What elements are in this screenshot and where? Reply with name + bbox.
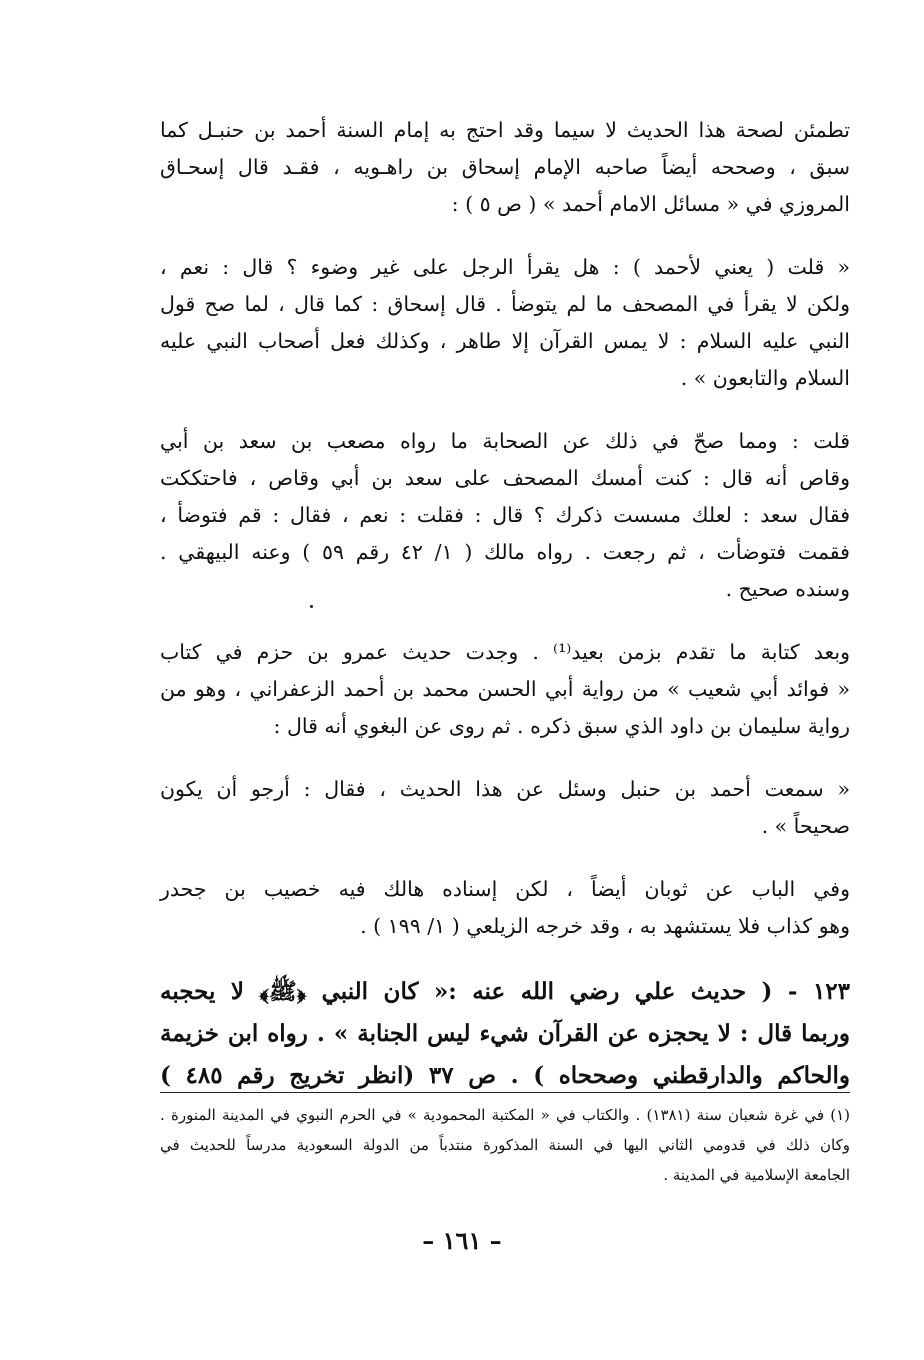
text-line: المروزي في « مسائل الامام أحمد » ( ص ٥ ) :: [451, 192, 850, 216]
text-line: قلت : ومما صحّ في ذلك عن الصحابة ما رواه مصعب بن سعد بن أبي: [160, 429, 850, 453]
text-line: السلام والتابعون » .: [680, 366, 850, 390]
page-number: – ١٦١ –: [422, 1226, 502, 1255]
text-line: وهو كذاب فلا يستشهد به ، وقد خرجه الزيلعي ( ١/ ١٩٩ ) .: [360, 914, 850, 938]
footnote-line: الجامعة الإسلامية في المدينة .: [663, 1166, 850, 1184]
text-line: سبق ، وصححه أيضاً صاحبه الإمام إسحاق بن راهـويه ، فقـد قال إسحـاق: [160, 155, 850, 179]
paragraph-1: [160, 112, 850, 223]
text-line: تطمئن لصحة هذا الحديث لا سيما وقد احتج به إمام السنة أحمد بن حنبـل كما: [160, 118, 850, 142]
footnote-divider: [160, 1092, 850, 1093]
text-line: النبي عليه السلام : لا يمس القرآن إلا طاهر ، وكذلك فعل أصحاب النبي عليه: [160, 329, 850, 353]
text-line: « سمعت أحمد بن حنبل وسئل عن هذا الحديث ، فقال : أرجو أن يكون: [160, 777, 850, 801]
text-line: « قلت ( يعني لأحمد ) : هل يقرأ الرجل على غير وضوء ؟ قال : نعم ،: [160, 255, 850, 279]
paragraph-6: [160, 871, 850, 945]
hadith-line: والحاكم والدارقطني وصححاه ) . ص ٣٧ (انظر تخريج رقم ٤٨٥ ): [160, 1062, 851, 1089]
text-line: فقمت فتوضأت ، ثم رجعت . رواه مالك ( ١/ ٤٢ رقم ٥٩ ) وعنه البيهقي .: [160, 540, 850, 564]
hadith-line: ١٢٣ - ( حديث علي رضي الله عنه :« كان النبي ﴿ﷺ﴾ لا يحجبه: [160, 978, 850, 1005]
footnotes: [160, 1100, 850, 1190]
main-text: [160, 112, 850, 1097]
text-line: « فوائد أبي شعيب » من رواية أبي الحسن محمد بن أحمد الزعفراني ، وهو من: [160, 677, 850, 701]
text-line: صحيحاً » .: [761, 814, 850, 838]
text-line: وبعد كتابة ما تقدم بزمن بعيد⁽¹⁾ . وجدت حديث عمرو بن حزم في كتاب: [160, 640, 850, 664]
paragraph-4: [160, 634, 850, 745]
ink-speck: [310, 605, 313, 608]
hadith-entry: [160, 971, 850, 1097]
text-line: رواية سليمان بن داود الذي سبق ذكره . ثم روى عن البغوي أنه قال :: [273, 714, 850, 738]
paragraph-3: [160, 423, 850, 608]
text-line: وفي الباب عن ثوبان أيضاً ، لكن إسناده هالك فيه خصيب بن جحدر: [160, 877, 850, 901]
footnote-line: (١) في غرة شعبان سنة (١٣٨١) . والكتاب في « المكتبة المحمودية » في الحرم النبوي في المدينة المنورة .: [160, 1106, 850, 1124]
text-line: وقاص أنه قال : كنت أمسك المصحف على سعد بن أبي وقاص ، فاحتككت: [160, 466, 850, 490]
paragraph-5: [160, 771, 850, 845]
paragraph-2: [160, 249, 850, 397]
text-line: ولكن لا يقرأ في المصحف ما لم يتوضأ . قال إسحاق : كما قال ، لما صح قول: [160, 292, 850, 316]
text-line: فقال سعد : لعلك مسست ذكرك ؟ قال : فقلت : نعم ، فقال : قم فتوضأ ،: [160, 503, 850, 527]
text-line: وسنده صحيح .: [725, 577, 850, 601]
footnote-line: وكان ذلك في قدومي الثاني اليها في السنة المذكورة منتدباً من الدولة السعودية مدرساً للحديث في: [160, 1136, 850, 1154]
hadith-line: وربما قال : لا يحجزه عن القرآن شيء ليس الجنابة » . رواه ابن خزيمة: [160, 1020, 850, 1047]
